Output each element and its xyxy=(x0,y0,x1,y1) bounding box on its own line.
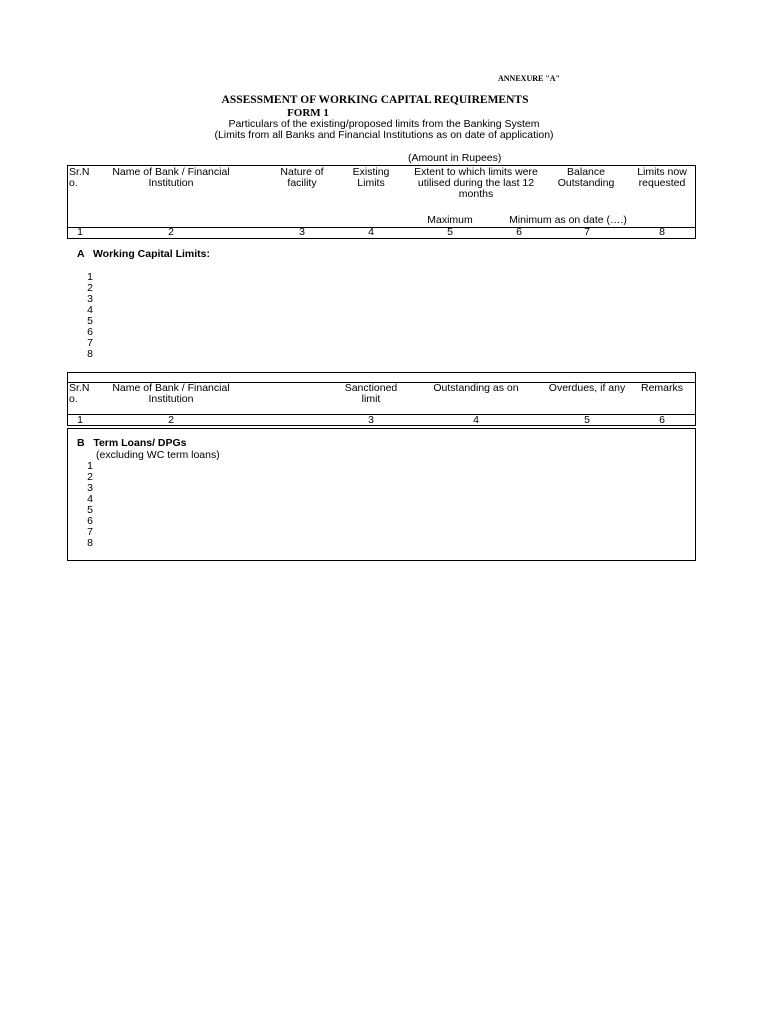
table1-col-number: 2 xyxy=(168,226,174,238)
section-b-title: B Term Loans/ DPGs xyxy=(77,437,187,449)
annexure-label: ANNEXURE "A" xyxy=(498,74,560,83)
table1-col-srno: Sr.N o. xyxy=(69,166,90,189)
section-a-row: 3 xyxy=(87,293,93,305)
table2-col-number: 1 xyxy=(77,414,83,426)
section-a-row: 4 xyxy=(87,304,93,316)
section-b-row: 5 xyxy=(87,504,93,516)
amount-note: (Amount in Rupees) xyxy=(408,152,502,164)
table-divider xyxy=(67,414,696,415)
table1-sub-maximum: Maximum xyxy=(427,214,473,226)
table2-col-number: 2 xyxy=(168,414,174,426)
table2-col-sanctioned: Sanctioned limit xyxy=(344,382,398,405)
table1-col-limits: Limits now requested xyxy=(637,166,687,189)
table2-col-number: 4 xyxy=(473,414,479,426)
section-a-row: 1 xyxy=(87,271,93,283)
section-a-title: A Working Capital Limits: xyxy=(77,248,211,260)
table2-col-srno: Sr.N o. xyxy=(69,382,90,405)
section-a-row: 6 xyxy=(87,326,93,338)
section-b-row: 7 xyxy=(87,526,93,538)
table2-col-overdues: Overdues, if any xyxy=(548,382,626,394)
table2-col-number: 5 xyxy=(584,414,590,426)
table-divider xyxy=(67,227,696,228)
form-subtitle-2: (Limits from all Banks and Financial Institutions as on date of application) xyxy=(214,129,554,141)
table1-col-extent: Extent to which limits were utilised during the last 12 months xyxy=(414,166,538,200)
section-b-row: 6 xyxy=(87,515,93,527)
table1-col-number: 1 xyxy=(77,226,83,238)
table1-col-existing: Existing Limits xyxy=(352,166,390,189)
table1-col-bank: Name of Bank / Financial Institution xyxy=(112,166,230,189)
table1-sub-minimum: Minimum as on date (….) xyxy=(509,214,627,226)
table2-col-bank: Name of Bank / Financial Institution xyxy=(112,382,230,405)
table1-col-number: 3 xyxy=(299,226,305,238)
form-number: FORM 1 xyxy=(287,107,329,119)
table1-col-balance: Balance Outstanding xyxy=(557,166,615,189)
table1-col-number: 4 xyxy=(368,226,374,238)
table1-col-nature: Nature of facility xyxy=(280,166,324,189)
table2-col-number: 6 xyxy=(659,414,665,426)
table2-col-number: 3 xyxy=(368,414,374,426)
section-a-row: 7 xyxy=(87,337,93,349)
section-a-row: 5 xyxy=(87,315,93,327)
section-b-row: 3 xyxy=(87,482,93,494)
form-title: ASSESSMENT OF WORKING CAPITAL REQUIREMENTS xyxy=(221,94,529,106)
section-a-row: 8 xyxy=(87,348,93,360)
table1-col-number: 7 xyxy=(584,226,590,238)
section-b-row: 2 xyxy=(87,471,93,483)
section-b-subtitle: (excluding WC term loans) xyxy=(96,449,220,461)
section-a-row: 2 xyxy=(87,282,93,294)
section-b-row: 1 xyxy=(87,460,93,472)
form-subtitle-1: Particulars of the existing/proposed limits from the Banking System xyxy=(228,118,540,130)
table1-col-number: 5 xyxy=(447,226,453,238)
table1-col-number: 6 xyxy=(516,226,522,238)
table2-col-remarks: Remarks xyxy=(640,382,684,394)
section-b-row: 4 xyxy=(87,493,93,505)
table2-col-outstanding: Outstanding as on xyxy=(433,382,519,394)
section-b-row: 8 xyxy=(87,537,93,549)
table1-col-number: 8 xyxy=(659,226,665,238)
